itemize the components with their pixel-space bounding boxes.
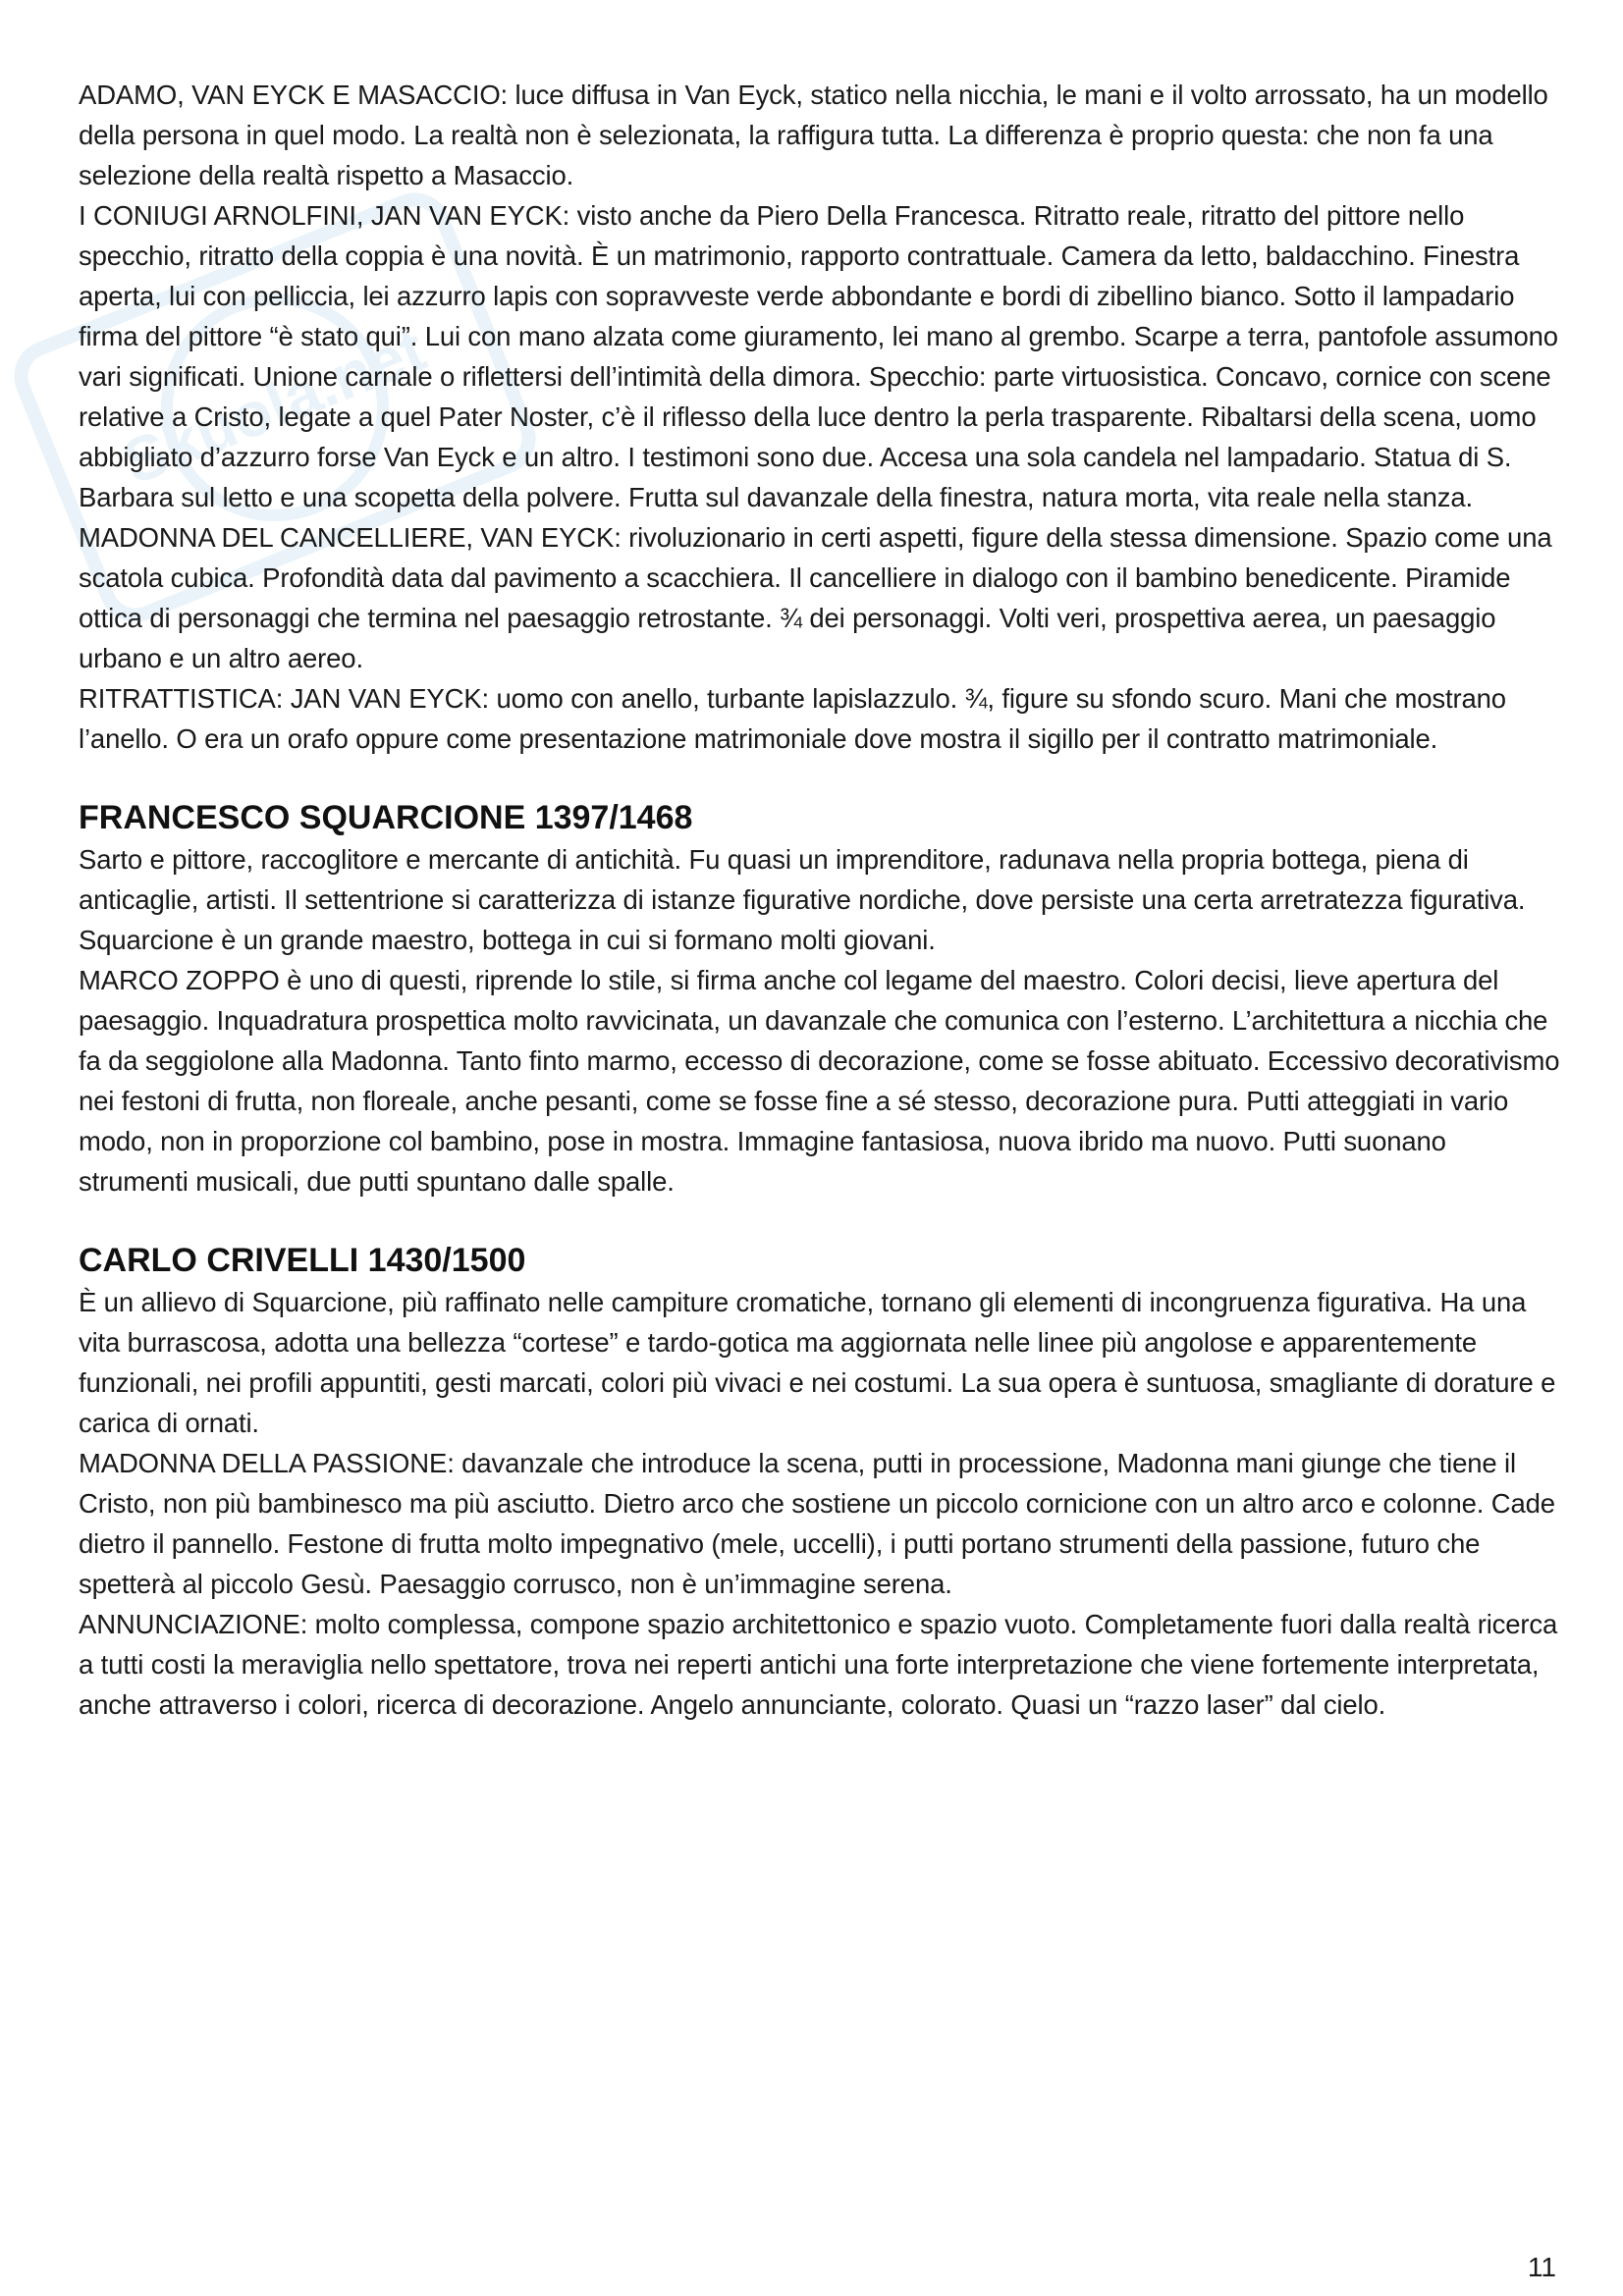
section-van-eyck bbox=[79, 75, 1561, 759]
page-body bbox=[79, 75, 1561, 1725]
paragraph-squarcione: Sarto e pittore, raccoglitore e mercante di antichità. Fu quasi un imprenditore, radunava nella propria bottega, piena di anticaglie, artisti. Il settentrione si caratterizza di istanze figurative nordiche, dove persiste una certa arretratezza figurativa. Squarcione è un grande maestro, bottega in cui si formano molti giovani. bbox=[79, 844, 1526, 955]
paragraph-adamo: ADAMO, VAN EYCK E MASACCIO: luce diffusa in Van Eyck, statico nella nicchia, le mani e il volto arrossato, ha un modello della persona in quel modo. La realtà non è selezionata, la raffigura tutta. La differenza è proprio questa: che non fa una selezione della realtà rispetto a Masaccio. bbox=[79, 80, 1548, 190]
paragraph-annunciazione: ANNUNCIAZIONE: molto complessa, compone spazio architettonico e spazio vuoto. Completamente fuori dalla realtà ricerca a tutti costi la meraviglia nello spettatore, trova nei reperti antichi una forte interpretazione che viene fortemente interpretata, anche attraverso i colori, ricerca di decorazione. Angelo annunciante, colorato. Quasi un “razzo laser” dal cielo. bbox=[79, 1609, 1558, 1720]
heading-crivelli: CARLO CRIVELLI 1430/1500 bbox=[79, 1242, 526, 1279]
paragraph-madonna-passione: MADONNA DELLA PASSIONE: davanzale che introduce la scena, putti in processione, Madonna mani giunge che tiene il Cristo, non più bambinesco ma più asciutto. Dietro arco che sostiene un piccolo cornicione con un altro arco e colonne. Cade dietro il pannello. Festone di frutta molto impegnativo (mele, uccelli), i putti portano strumenti della passione, futuro che spetterà al piccolo Gesù. Paesaggio corrusco, non è un’immagine serena. bbox=[79, 1448, 1555, 1599]
paragraph-ritrattistica: RITRATTISTICA: JAN VAN EYCK: uomo con anello, turbante lapislazzulo. ¾, figure su sfondo scuro. Mani che mostrano l’anello. O era un orafo oppure come presentazione matrimoniale dove mostra il sigillo per il contratto matrimoniale. bbox=[79, 683, 1506, 754]
section-squarcione bbox=[79, 796, 1561, 1201]
paragraph-crivelli: È un allievo di Squarcione, più raffinato nelle campiture cromatiche, tornano gli elementi di incongruenza figurativa. Ha una vita burrascosa, adotta una bellezza “cortese” e tardo-gotica ma aggiornata nelle linee più angolose e apparentemente funzionali, nei profili appuntiti, gesti marcati, colori più vivaci e nei costumi. La sua opera è suntuosa, smagliante di dorature e carica di ornati. bbox=[79, 1287, 1556, 1438]
paragraph-madonna-cancelliere: MADONNA DEL CANCELLIERE, VAN EYCK: rivoluzionario in certi aspetti, figure della stessa dimensione. Spazio come una scatola cubica. Profondità data dal pavimento a scacchiera. Il cancelliere in dialogo con il bambino benedicente. Piramide ottica di personaggi che termina nel paesaggio retrostante. ¾ dei personaggi. Volti veri, prospettiva aerea, un paesaggio urbano e un altro aereo. bbox=[79, 522, 1552, 673]
paragraph-marco-zoppo: MARCO ZOPPO è uno di questi, riprende lo stile, si firma anche col legame del maestro. Colori decisi, lieve apertura del paesaggio. Inquadratura prospettica molto ravvicinata, un davanzale che comunica con l’esterno. L’architettura a nicchia che fa da seggiolone alla Madonna. Tanto finto marmo, eccesso di decorazione, come se fosse abituato. Eccessivo decorativismo nei festoni di frutta, non floreale, anche pesanti, come se fosse fine a sé stesso, decorazione pura. Putti atteggiati in vario modo, non in proporzione col bambino, pose in mostra. Immagine fantasiosa, nuova ibrido ma nuovo. Putti suonano strumenti musicali, due putti spuntano dalle spalle. bbox=[79, 965, 1560, 1197]
paragraph-arnolfini: I CONIUGI ARNOLFINI, JAN VAN EYCK: visto anche da Piero Della Francesca. Ritratto reale, ritratto del pittore nello specchio, ritratto della coppia è una novità. È un matrimonio, rapporto contrattuale. Camera da letto, baldacchino. Finestra aperta, lui con pelliccia, lei azzurro lapis con sopravveste verde abbondante e bordi di zibellino bianco. Sotto il lampadario firma del pittore “è stato qui”. Lui con mano alzata come giuramento, lei mano al grembo. Scarpe a terra, pantofole assumono vari significati. Unione carnale o riflettersi dell’intimità della dimora. Specchio: parte virtuosistica. Concavo, cornice con scene relative a Cristo, legate a quel Pater Noster, c’è il riflesso della luce dentro la perla trasparente. Ribaltarsi della scena, uomo abbigliato d’azzurro forse Van Eyck e un altro. I testimoni sono due. Accesa una sola candela nel lampadario. Statua di S. Barbara sul letto e una scopetta della polvere. Frutta sul davanzale della finestra, natura morta, vita reale nella stanza. bbox=[79, 200, 1558, 512]
page-number: 11 bbox=[1527, 2252, 1556, 2282]
heading-squarcione: FRANCESCO SQUARCIONE 1397/1468 bbox=[79, 799, 693, 836]
section-crivelli bbox=[79, 1239, 1561, 1725]
watermark-text: Skuola.net bbox=[113, 313, 435, 499]
